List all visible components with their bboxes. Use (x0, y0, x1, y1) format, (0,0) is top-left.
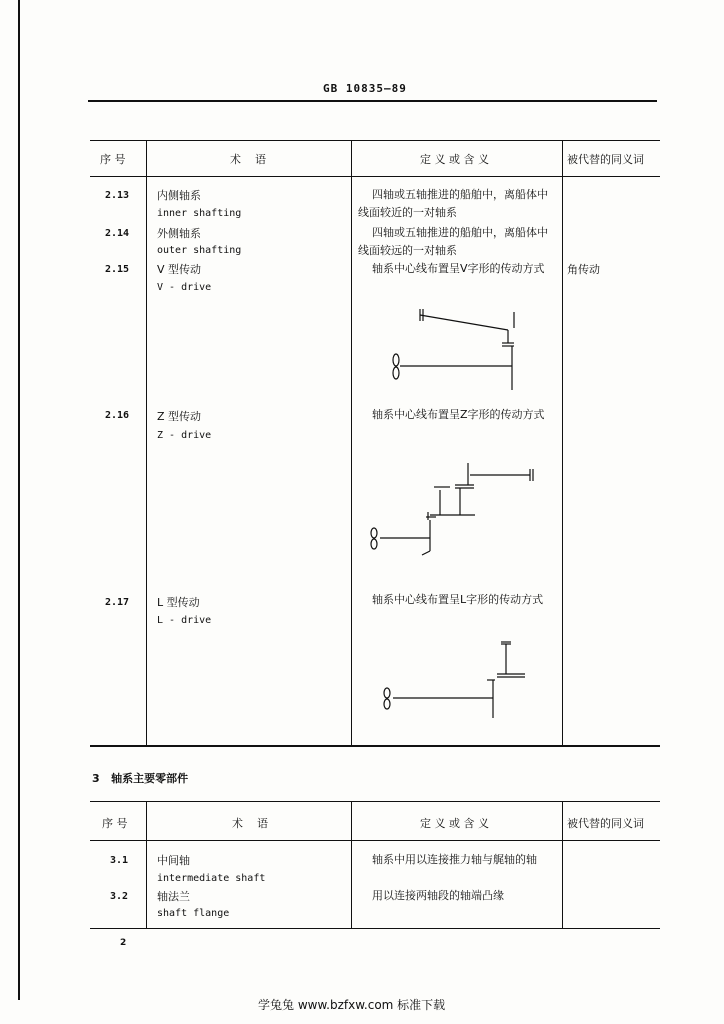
col-header-synonym: 被代替的同义词 (567, 153, 644, 166)
v-drive-diagram (380, 300, 530, 390)
row-number: 2.13 (105, 190, 130, 201)
definition: 轴系中心线布置呈L字形的传动方式 (372, 593, 544, 606)
table2-header-border (90, 840, 660, 841)
term-en: inner shafting (157, 208, 242, 219)
term-en: Z - drive (157, 430, 212, 441)
term-zh: L 型传动 (157, 596, 200, 609)
term-en: intermediate shaft (157, 873, 266, 884)
definition: 轴系中心线布置呈V字形的传动方式 (372, 262, 545, 275)
row-number: 2.16 (105, 410, 130, 421)
footer-watermark: 学兔兔 www.bzfxw.com 标准下载 (258, 998, 446, 1012)
page-edge (18, 0, 20, 1000)
row-number: 2.17 (105, 597, 130, 608)
term-en: shaft flange (157, 908, 230, 919)
term-zh: V 型传动 (157, 263, 202, 276)
col-header-definition: 定 义 或 含 义 (420, 153, 489, 166)
definition: 四轴或五轴推进的船舶中，离船体中线面较远的一对轴系 (358, 226, 548, 257)
table1-col-divider (562, 140, 563, 746)
col-header-number: 序 号 (102, 817, 128, 830)
table1-bottom-border (90, 745, 660, 747)
table2-bottom-border (90, 928, 660, 929)
table2-col-divider (562, 801, 563, 929)
page-number: 2 (120, 938, 127, 948)
term-en: L - drive (157, 615, 212, 626)
row-number: 3.2 (110, 891, 129, 902)
definition: 轴系中用以连接推力轴与艉轴的轴 (372, 853, 537, 866)
term-zh: Z 型传动 (157, 410, 202, 423)
term-zh: 内侧轴系 (157, 189, 201, 202)
term-en: V - drive (157, 282, 212, 293)
synonym: 角传动 (567, 263, 600, 276)
table1-col-divider (351, 140, 352, 746)
term-zh: 轴法兰 (157, 890, 190, 903)
row-number: 2.14 (105, 228, 130, 239)
row-number: 2.15 (105, 264, 130, 275)
definition: 四轴或五轴推进的船舶中，离船体中线面较近的一对轴系 (358, 188, 548, 219)
row-number: 3.1 (110, 855, 129, 866)
col-header-number: 序 号 (100, 153, 126, 166)
standard-number: GB 10835—89 (323, 82, 407, 95)
term-zh: 中间轴 (157, 854, 190, 867)
col-header-definition: 定 义 或 含 义 (420, 817, 489, 830)
table2-top-border (90, 801, 660, 802)
col-header-term: 术 语 (232, 817, 268, 830)
z-drive-diagram (360, 455, 550, 565)
definition: 轴系中心线布置呈Z字形的传动方式 (372, 408, 545, 421)
table1-col-divider (146, 140, 147, 746)
table1-header-border (90, 176, 660, 177)
term-en: outer shafting (157, 245, 242, 256)
section-3-title: 3 轴系主要零部件 (92, 772, 189, 785)
col-header-synonym: 被代替的同义词 (567, 817, 644, 830)
table2-col-divider (351, 801, 352, 929)
l-drive-diagram (375, 636, 535, 726)
table1-top-border (90, 140, 660, 141)
table2-col-divider (146, 801, 147, 929)
col-header-term: 术 语 (230, 153, 266, 166)
definition: 用以连接两轴段的轴端凸缘 (372, 889, 504, 902)
term-zh: 外侧轴系 (157, 227, 201, 240)
header-rule (88, 100, 657, 102)
